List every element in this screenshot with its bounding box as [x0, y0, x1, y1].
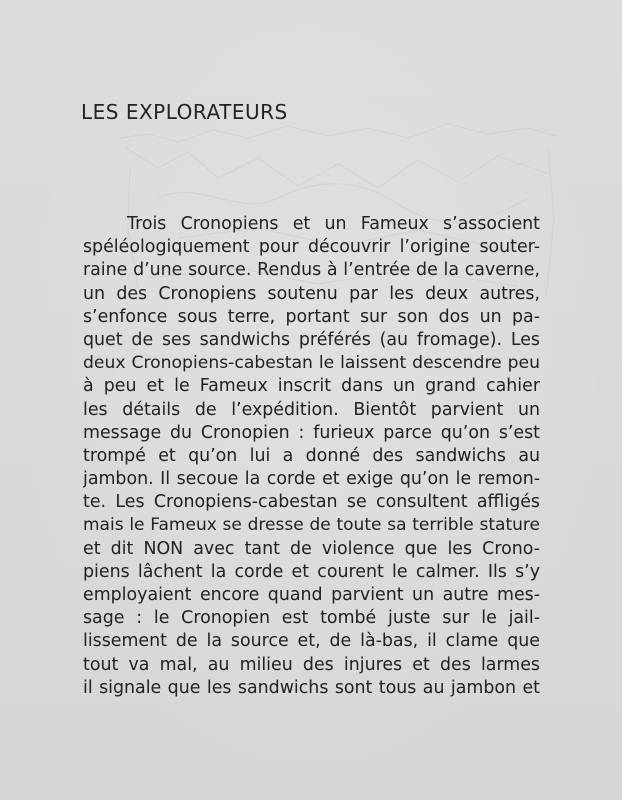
text-line: s’enfonce sous terre, portant sur son dos un pa- [83, 306, 540, 327]
text-line: jambon. Il secoue la corde et exige qu’on le remon- [83, 469, 540, 490]
text-line: piens lâchent la corde et courent le calmer. Ils s’y [83, 561, 540, 582]
text-line: quet de ses sandwichs préférés (au fromage). Les [83, 329, 540, 350]
text-line: sage : le Cronopien est tombé juste sur le jail- [83, 608, 540, 629]
text-line: mais le Fameux se dresse de toute sa terrible stature [83, 515, 540, 536]
text-line: deux Cronopiens-cabestan le laissent descendre peu [83, 353, 540, 374]
text-line: et dit NON avec tant de violence que les Crono- [83, 538, 540, 559]
body-paragraph [83, 213, 540, 700]
text-line: il signale que les sandwichs sont tous au jambon et [83, 677, 540, 698]
text-line: raine d’une source. Rendus à l’entrée de la caverne, [83, 260, 540, 281]
text-line: te. Les Cronopiens-cabestan se consultent affligés [83, 492, 540, 513]
text-line: Trois Cronopiens et un Fameux s’associent [127, 214, 540, 234]
text-line: à peu et le Fameux inscrit dans un grand cahier [83, 376, 540, 397]
chapter-title: LES EXPLORATEURS [81, 100, 288, 124]
text-line: spéléologiquement pour découvrir l’origine souter- [83, 237, 540, 258]
text-line: tout va mal, au milieu des injures et des larmes [83, 654, 540, 675]
text-line: trompé et qu’on lui a donné des sandwichs au [83, 445, 540, 466]
text-line: employaient encore quand parvient un autre mes- [83, 585, 540, 605]
text-line: les détails de l’expédition. Bientôt parvient un [83, 399, 540, 420]
text-line: un des Cronopiens soutenu par les deux autres, [83, 283, 540, 304]
text-line: message du Cronopien : furieux parce qu’on s’est [83, 422, 540, 443]
text-line: lissement de la source et, de là-bas, il clame que [83, 631, 540, 652]
